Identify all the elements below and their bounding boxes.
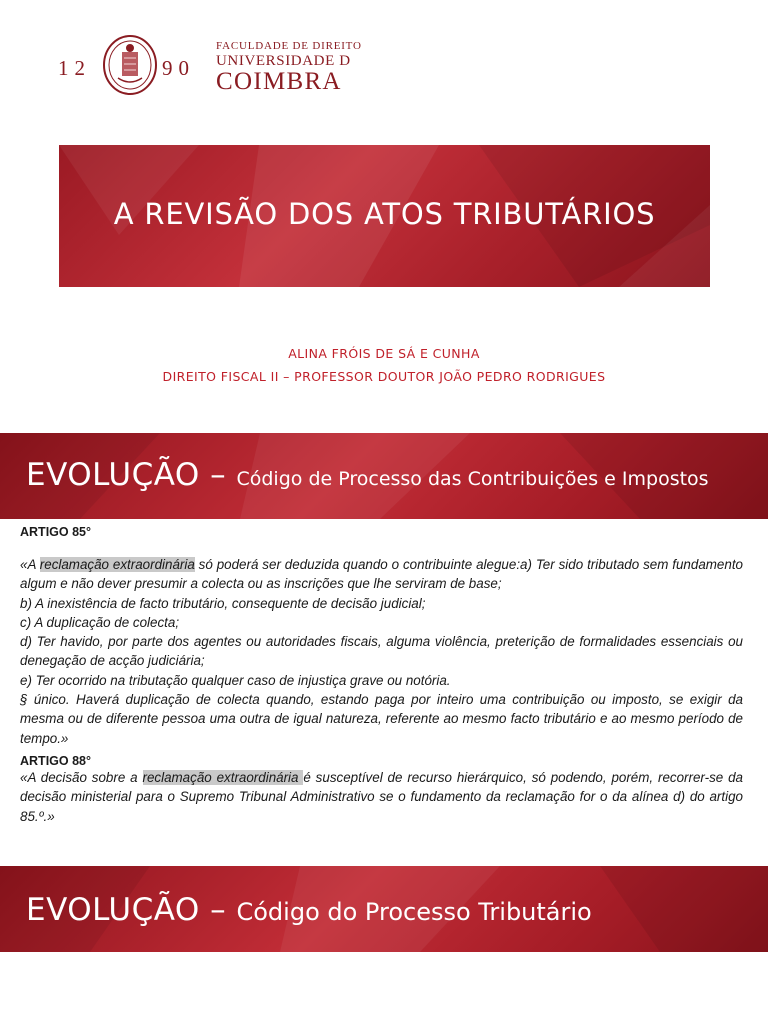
course-name: DIREITO FISCAL II – PROFESSOR DOUTOR JOÃO PEDRO RODRIGUES <box>162 369 606 384</box>
highlighted-term: reclamação extraordinária <box>39 557 195 572</box>
institution-name <box>216 40 362 94</box>
content-slide-cpt <box>0 866 768 952</box>
article-85-b: b) A inexistência de facto tributário, consequente de decisão judicial; <box>20 595 426 611</box>
presentation-title: A REVISÃO DOS ATOS TRIBUTÁRIOS <box>113 197 656 231</box>
article-85-e: e) Ter ocorrido na tributação qualquer caso de injustiça grave ou notória. <box>20 672 451 688</box>
city-name: COIMBRA <box>216 68 342 95</box>
university-logo <box>58 34 368 96</box>
article-88-rest: é susceptível de recurso hierárquico, só podendo, porém, recorrer-se da decisão ministerial para o Supremo Tribunal Administrativo se o fundamento da reclamação for o da alínea d) do artigo 85.º.» <box>20 769 744 824</box>
article-88-title: ARTIGO 88° <box>20 753 91 768</box>
section-heading-sub: Código do Processo Tributário <box>236 898 592 926</box>
article-85-intro: «A <box>20 557 40 572</box>
article-88-text <box>20 768 743 826</box>
section-heading <box>26 892 592 928</box>
article-85-title: ARTIGO 85° <box>20 525 91 539</box>
highlighted-term: reclamação extraordinária <box>142 769 304 785</box>
article-85-a: só poderá ser deduzida quando o contribuinte alegue:a) Ter sido tributado sem fundamento algum e não dever presumir a colecta ou as inscrições que lhe serviram de base; <box>20 557 743 592</box>
author-name: ALINA FRÓIS DE SÁ E CUNHA <box>288 346 480 361</box>
faculty-name: FACULDADE DE DIREITO <box>216 40 362 52</box>
university-seal-icon <box>102 34 158 96</box>
article-88-intro: «A decisão sobre a <box>20 769 143 785</box>
section-heading <box>26 457 709 493</box>
article-85-d: d) Ter havido, por parte dos agentes ou autoridades fiscais, alguma violência, preterição de formalidades essenciais ou denegação de acção judiciária; <box>20 634 743 669</box>
logo-year-left: 12 <box>58 56 91 80</box>
section-heading-main: EVOLUÇÃO – <box>26 457 237 493</box>
section-heading-sub: Código de Processo das Contribuições e Impostos <box>236 468 709 490</box>
article-85-c: c) A duplicação de colecta; <box>20 614 180 630</box>
section-heading-main: EVOLUÇÃO – <box>26 892 237 928</box>
slide-body <box>20 525 743 826</box>
section-banner <box>0 433 768 519</box>
section-banner <box>0 866 768 952</box>
university-name: UNIVERSIDADE D <box>216 53 351 69</box>
logo-year-right: 90 <box>162 56 195 80</box>
title-slide <box>0 0 768 420</box>
article-85-unico: § único. Haverá duplicação de colecta quando, estando paga por inteiro uma contribuição ou imposto, se exigir da mesma ou de diferente pessoa uma outra de igual natureza, referente ao mesmo facto tributário e ao mesmo período de tempo.» <box>20 692 743 746</box>
content-slide-cpci <box>0 433 768 851</box>
article-85-text <box>20 555 743 748</box>
title-banner <box>59 145 710 287</box>
